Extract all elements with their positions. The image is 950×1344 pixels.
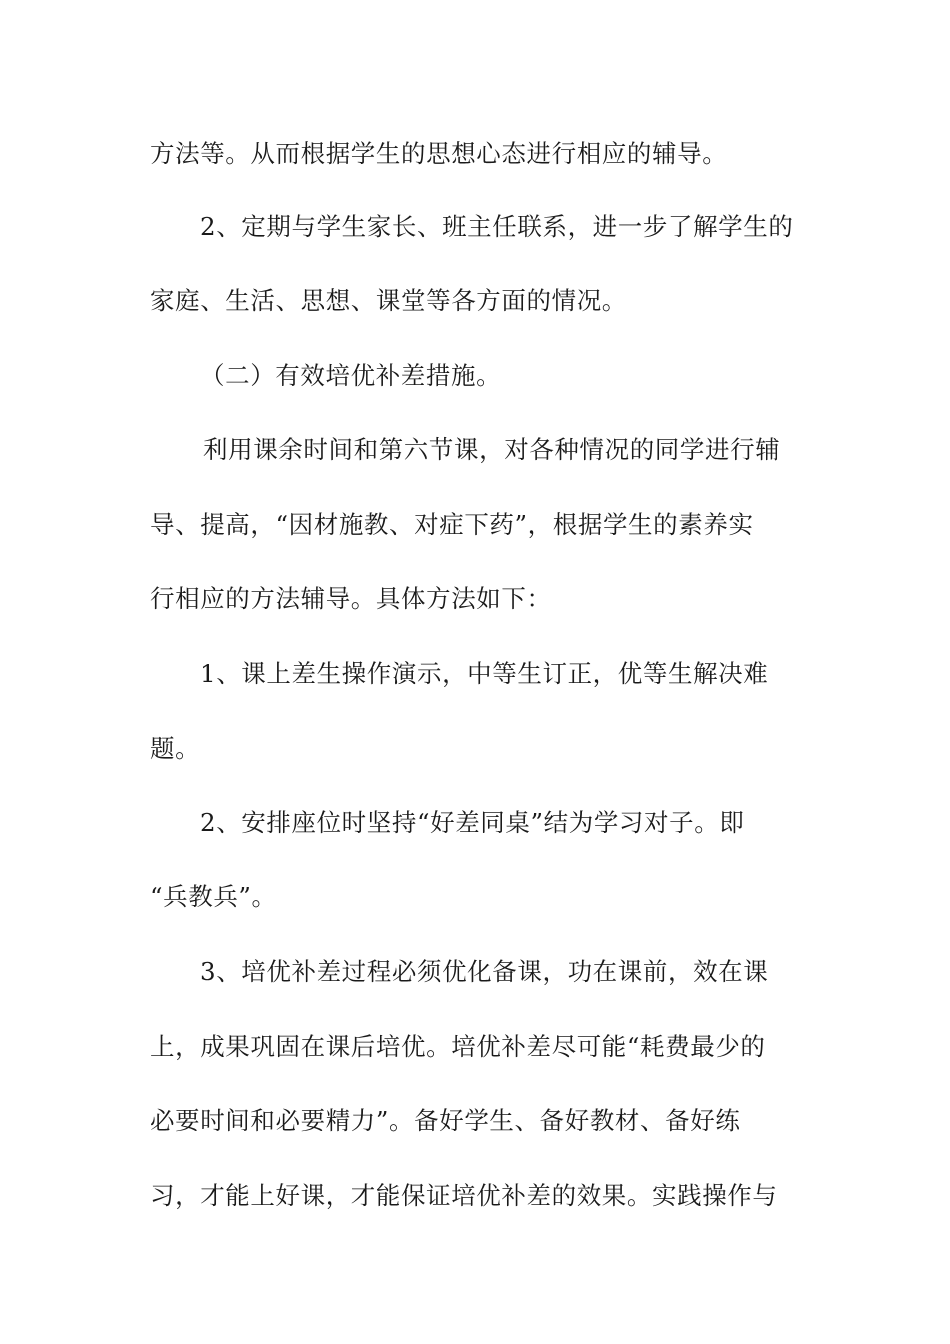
- paragraph-line: 1、课上差生操作演示，中等生订正，优等生解决难: [200, 659, 769, 688]
- paragraph-line: 2、安排座位时坚持“好差同桌”结为学习对子。即: [200, 808, 745, 837]
- paragraph-line: 家庭、生活、思想、课堂等各方面的情况。: [150, 286, 627, 315]
- paragraph-line: 行相应的方法辅导。具体方法如下：: [150, 584, 552, 613]
- paragraph-line: “兵教兵”。: [150, 882, 277, 911]
- section-heading: （二）有效培优补差措施。: [200, 361, 502, 390]
- paragraph-line: 必要时间和必要精力”。备好学生、备好教材、备好练: [150, 1106, 741, 1135]
- paragraph-line: 利用课余时间和第六节课，对各种情况的同学进行辅: [203, 435, 781, 464]
- paragraph-line: 3、培优补差过程必须优化备课，功在课前，效在课: [200, 957, 769, 986]
- paragraph-line: 习，才能上好课，才能保证培优补差的效果。实践操作与: [150, 1181, 778, 1210]
- paragraph-line: 2、定期与学生家长、班主任联系，进一步了解学生的: [200, 212, 794, 241]
- paragraph-line: 题。: [150, 734, 201, 763]
- paragraph-line: 方法等。从而根据学生的思想心态进行相应的辅导。: [150, 139, 728, 168]
- paragraph-line: 上，成果巩固在课后培优。培优补差尽可能“耗费最少的: [150, 1032, 766, 1061]
- paragraph-line: 导、提高，“因材施教、对症下药”，根据学生的素养实: [150, 510, 754, 539]
